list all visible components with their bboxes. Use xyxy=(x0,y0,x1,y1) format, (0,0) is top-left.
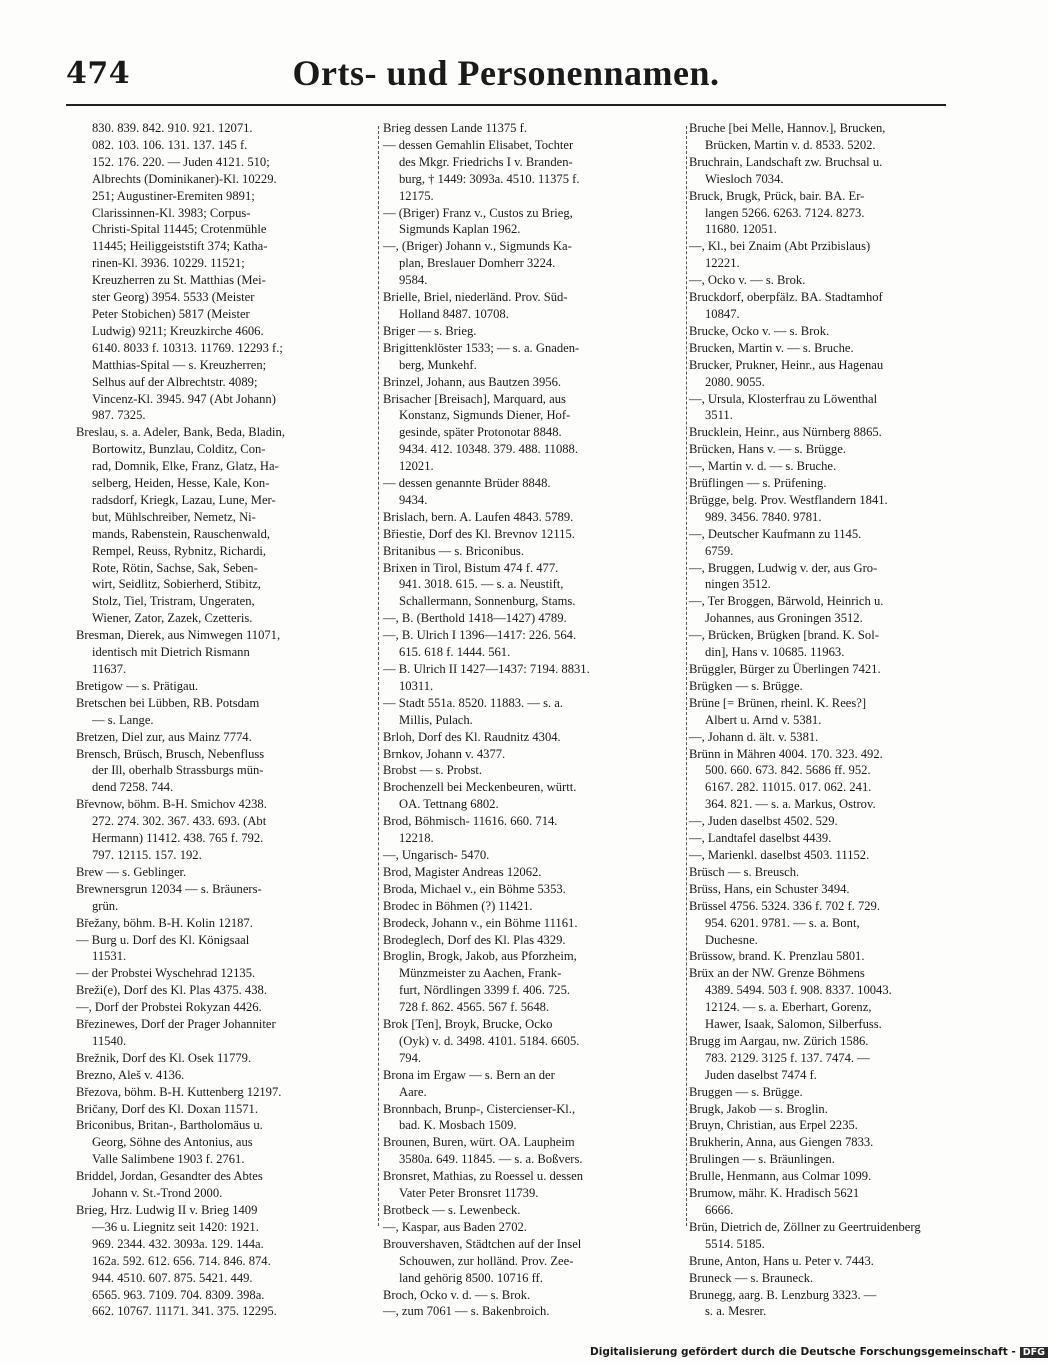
index-entry: Bruck, Brugk, Prück, bair. BA. Er- xyxy=(689,188,865,203)
index-entry: —, Ocko v. — s. Brok. xyxy=(689,273,806,288)
index-entry: Broda, Michael v., ein Böhme 5353. xyxy=(383,881,566,896)
index-entry-continuation: 944. 4510. 607. 875. 5421. 449. xyxy=(92,1270,253,1285)
index-entry: Briddel, Jordan, Gesandter des Abtes xyxy=(76,1169,263,1184)
index-entry-continuation: 272. 274. 302. 367. 433. 693. (Abt xyxy=(92,814,267,829)
index-entry-continuation: s. a. Mesrer. xyxy=(705,1304,767,1319)
index-entry: Breslau, s. a. Adeler, Bank, Beda, Bladin, xyxy=(76,425,285,440)
index-entry: Brouvershaven, Städtchen auf der Insel xyxy=(383,1236,582,1251)
index-entry: Bričany, Dorf des Kl. Doxan 11571. xyxy=(76,1101,258,1116)
index-entry: — Burg u. Dorf des Kl. Königsaal xyxy=(76,932,250,947)
index-entry: —, Kaspar, aus Baden 2702. xyxy=(383,1219,527,1234)
index-entry: Brünn in Mähren 4004. 170. 323. 492. xyxy=(689,746,883,761)
index-entry: Brumow, mähr. K. Hradisch 5621 xyxy=(689,1186,860,1201)
page-number: 474 xyxy=(66,56,131,91)
index-entry-continuation: 11540. xyxy=(92,1033,127,1048)
index-entry-continuation: rinen-Kl. 3936. 10229. 11521; xyxy=(92,256,245,271)
index-entry-continuation: (Oyk) v. d. 3498. 4101. 5184. 6605. xyxy=(399,1033,580,1048)
index-entry: Bruyn, Christian, aus Erpel 2235. xyxy=(689,1118,858,1133)
index-entry-continuation: 162a. 592. 612. 656. 714. 846. 874. xyxy=(92,1253,271,1268)
index-entry-continuation: Hermann) 11412. 438. 765 f. 792. xyxy=(92,831,264,846)
index-entry-continuation: 11531. xyxy=(92,949,127,964)
index-entry-continuation: 082. 103. 106. 131. 137. 145 f. xyxy=(92,137,248,152)
index-entry-continuation: Clarissinnen-Kl. 3983; Corpus- xyxy=(92,205,251,220)
index-column-1 xyxy=(76,120,376,1319)
footer-credit xyxy=(590,1346,1048,1358)
index-entry: Brucke, Ocko v. — s. Brok. xyxy=(689,323,830,338)
index-entry: Brinzel, Johann, aus Bautzen 3956. xyxy=(383,374,562,389)
index-entry: —, Bruggen, Ludwig v. der, aus Gro- xyxy=(689,560,878,575)
index-entry-continuation: Christi-Spital 11445; Crotenmühle xyxy=(92,222,267,237)
index-entry: Břevnow, böhm. B-H. Smichov 4238. xyxy=(76,797,267,812)
index-entry-continuation: 11637. xyxy=(92,662,127,676)
index-entry-continuation: 11445; Heiliggeiststift 374; Kathа- xyxy=(92,239,268,254)
index-entry-continuation: 3580a. 649. 11845. — s. a. Boßvers. xyxy=(399,1152,583,1167)
index-entry-continuation: din], Hans v. 10685. 11963. xyxy=(705,645,845,660)
index-entry-continuation: 783. 2129. 3125 f. 137. 7474. — xyxy=(705,1050,870,1065)
index-entry-continuation: Sigmunds Kaplan 1962. xyxy=(399,222,521,237)
index-entry-continuation: 989. 3456. 7840. 9781. xyxy=(705,509,822,524)
index-entry-continuation: radsdorf, Kriegk, Lazau, Lune, Mer- xyxy=(92,492,276,507)
index-entry: Břežany, böhm. B-H. Kolin 12187. xyxy=(76,915,253,930)
index-entry-continuation: 12221. xyxy=(705,256,740,271)
index-entry: Brün, Dietrich de, Zöllner zu Geertruidenberg xyxy=(689,1219,921,1234)
index-entry: Brensch, Brüsch, Brusch, Nebenfluss xyxy=(76,746,265,761)
index-entry-continuation: rad, Domnik, Elke, Franz, Glatz, Ha- xyxy=(92,459,279,474)
index-entry-continuation: 969. 2344. 432. 3093a. 129. 144a. xyxy=(92,1236,264,1251)
index-entry-continuation: Ludwig) 9211; Kreuzkirche 4606. xyxy=(92,323,264,338)
index-entry: —, B. Ulrich I 1396—1417: 226. 564. xyxy=(383,628,577,643)
index-entry-continuation: 11680. 12051. xyxy=(705,222,777,237)
index-entry: Brewnersgrun 12034 — s. Bräuners- xyxy=(76,881,262,896)
index-entry: —, Juden daselbst 4502. 529. xyxy=(689,814,838,829)
index-entry-continuation: Valle Salimbene 1903 f. 2761. xyxy=(92,1152,245,1167)
index-entry-continuation: Konstanz, Sigmunds Diener, Hof- xyxy=(399,408,571,423)
index-entry-continuation: 728 f. 862. 4565. 567 f. 5648. xyxy=(399,1000,550,1015)
header-rule xyxy=(66,104,946,106)
index-entry: Břiestie, Dorf des Kl. Brevnov 12115. xyxy=(383,526,575,541)
index-entry: Breži(e), Dorf des Kl. Plas 4375. 438. xyxy=(76,983,267,998)
index-entry: —, Deutscher Kaufmann zu 1145. xyxy=(689,526,862,541)
index-entry-continuation: 6140. 8033 f. 10313. 11769. 12293 f.; xyxy=(92,340,283,355)
index-entry: —, Kl., bei Znaim (Abt Przibislaus) xyxy=(689,239,871,254)
index-entry-continuation: 12218. xyxy=(399,831,434,846)
index-entry-continuation: 9434. xyxy=(399,492,428,507)
index-entry-continuation: 794. xyxy=(399,1050,422,1065)
index-entry-continuation: 152. 176. 220. — Juden 4121. 510; xyxy=(92,154,270,169)
index-entry-continuation: 364. 821. — s. a. Markus, Ostrov. xyxy=(705,797,876,812)
index-entry-continuation: 6167. 282. 11015. 017. 062. 241. xyxy=(705,780,872,795)
column-divider xyxy=(378,126,379,1226)
index-entry-continuation: Johann v. St.-Trond 2000. xyxy=(92,1186,223,1201)
index-entry: Bresman, Dierek, aus Nimwegen 11071, xyxy=(76,628,281,643)
index-entry-continuation: 6759. xyxy=(705,543,734,558)
index-entry: — Stadt 551a. 8520. 11883. — s. a. xyxy=(383,695,564,710)
index-entry-continuation: Georg, Söhne des Antonius, aus xyxy=(92,1135,253,1150)
index-entry: —, Marienkl. daselbst 4503. 11152. xyxy=(689,847,870,862)
index-entry: — dessen genannte Brüder 8848. xyxy=(383,476,551,491)
index-entry-continuation: ningen 3512. xyxy=(705,577,771,592)
index-entry: Broglin, Brogk, Jakob, aus Pforzheim, xyxy=(383,949,577,964)
index-entry-continuation: 9434. 412. 10348. 379. 488. 11088. xyxy=(399,442,578,457)
index-entry: Brodeck, Johann v., ein Böhme 11161. xyxy=(383,915,578,930)
index-entry-continuation: Rempel, Reuss, Rybnitz, Richardi, xyxy=(92,543,267,558)
index-entry: Brod, Böhmisch- 11616. 660. 714. xyxy=(383,814,558,829)
index-entry: Bruggen — s. Brügge. xyxy=(689,1084,803,1099)
index-columns xyxy=(76,120,976,1319)
index-entry: —, Ungarisch- 5470. xyxy=(383,847,490,862)
index-entry: Brüflingen — s. Prüfening. xyxy=(689,476,827,491)
index-entry-continuation: 662. 10767. 11171. 341. 375. 12295. xyxy=(92,1304,277,1319)
index-column-2 xyxy=(383,120,685,1319)
index-entry-continuation: Wiesloch 7034. xyxy=(705,171,784,186)
index-entry: Březova, böhm. B-H. Kuttenberg 12197. xyxy=(76,1084,282,1099)
index-entry-continuation: wirt, Seidlitz, Sobierherd, Stibitz, xyxy=(92,577,261,592)
index-entry: Brotbeck — s. Lewenbeck. xyxy=(383,1203,521,1217)
index-entry-continuation: Johannes, aus Groningen 3512. xyxy=(705,611,863,626)
column-divider xyxy=(686,126,687,1226)
index-entry: Bretigow — s. Prätigau. xyxy=(76,678,199,693)
index-entry-continuation: 954. 6201. 9781. — s. a. Bont, xyxy=(705,915,860,930)
index-entry-continuation: 10311. xyxy=(399,678,434,693)
index-entry: Brobst — s. Probst. xyxy=(383,763,483,778)
index-entry: Brezno, Aleš v. 4136. xyxy=(76,1067,185,1082)
page-header xyxy=(66,52,946,98)
index-entry-continuation: Brücken, Martin v. d. 8533. 5202. xyxy=(705,137,876,152)
index-entry-continuation: 9584. xyxy=(399,273,428,288)
index-entry: Bruche [bei Melle, Hannov.], Brucken, xyxy=(689,121,886,135)
index-entry-continuation: Vincenz-Kl. 3945. 947 (Abt Johann) xyxy=(92,391,276,406)
index-entry-continuation: 941. 3018. 615. — s. a. Neustift, xyxy=(399,577,564,592)
index-entry: Bruckdorf, oberpfälz. BA. Stadtamhof xyxy=(689,290,883,305)
index-entry: Brodec in Böhmen (?) 11421. xyxy=(383,898,533,913)
index-entry-continuation: Bortowitz, Bunzlau, Colditz, Con- xyxy=(92,442,266,457)
index-entry-continuation: 5514. 5185. xyxy=(705,1236,765,1251)
index-entry: Brislach, bern. A. Laufen 4843. 5789. xyxy=(383,509,574,524)
index-entry-continuation: ster Georg) 3954. 5533 (Meister xyxy=(92,290,255,305)
index-entry: Brieg, Hrz. Ludwig II v. Brieg 1409 xyxy=(76,1203,258,1217)
index-entry-continuation: burg, † 1449: 3093a. 4510. 11375 f. xyxy=(399,171,580,186)
index-entry: Bruchrain, Landschaft zw. Bruchsal u. xyxy=(689,154,883,169)
index-entry-continuation: Hawer, Isaak, Salomon, Silberfuss. xyxy=(705,1017,882,1032)
index-entry-continuation: Selhus auf der Albrechtstr. 4089; xyxy=(92,374,258,389)
index-entry-continuation: 12175. xyxy=(399,188,434,203)
index-entry-continuation: Kreuzherren zu St. Matthias (Mei- xyxy=(92,273,266,288)
index-entry: Brügge, belg. Prov. Westflandern 1841. xyxy=(689,492,888,507)
index-entry: —, Ter Broggen, Bärwold, Heinrich u. xyxy=(689,594,884,609)
index-entry-continuation: der Ill, oberhalb Strassburgs mün- xyxy=(92,763,264,778)
index-entry-continuation: Juden daselbst 7474 f. xyxy=(705,1067,817,1082)
index-entry: Brune, Anton, Hans u. Peter v. 7443. xyxy=(689,1253,874,1268)
index-entry-continuation: 830. 839. 842. 910. 921. 12071. xyxy=(92,121,253,135)
index-entry: — dessen Gemahlin Elisabet, Tochter xyxy=(383,137,574,152)
index-entry-continuation: berg, Munkehf. xyxy=(399,357,477,372)
index-entry-continuation: dend 7258. 744. xyxy=(92,780,174,795)
index-entry-continuation: Matthias-Spital — s. Kreuzherren; xyxy=(92,357,267,372)
index-entry-continuation: Münzmeister zu Aachen, Frank- xyxy=(399,966,562,981)
index-entry-continuation: Schallermann, Sonnenburg, Stams. xyxy=(399,594,576,609)
index-entry-continuation: Aare. xyxy=(399,1084,427,1099)
index-entry: — der Probstei Wyschehrad 12135. xyxy=(76,966,256,981)
index-entry-continuation: 12124. — s. a. Eberhart, Gorenz, xyxy=(705,1000,872,1015)
index-entry: Brugg im Aargau, nw. Zürich 1586. xyxy=(689,1033,869,1048)
index-entry-continuation: 12021. xyxy=(399,459,434,474)
index-entry-continuation: des Mkgr. Friedrichs I v. Branden- xyxy=(399,154,573,169)
index-entry: Brucklein, Heinr., aus Nürnberg 8865. xyxy=(689,425,882,440)
index-entry-continuation: plan, Breslauer Domherr 3224. xyxy=(399,256,556,271)
index-entry-continuation: 251; Augustiner-Eremiten 9891; xyxy=(92,188,255,203)
index-entry-continuation: Albert u. Arnd v. 5381. xyxy=(705,712,822,727)
index-entry: Brüggler, Bürger zu Überlingen 7421. xyxy=(689,662,881,676)
index-entry-continuation: —36 u. Liegnitz seit 1420: 1921. xyxy=(92,1219,259,1234)
index-entry: Brochenzell bei Meckenbeuren, württ. xyxy=(383,780,577,795)
index-entry-continuation: 3511. xyxy=(705,408,733,423)
index-entry-continuation: selberg, Heiden, Hesse, Kale, Kon- xyxy=(92,476,270,491)
index-entry: —, Johann d. ält. v. 5381. xyxy=(689,729,819,744)
index-entry: Brüssow, brand. K. Prenzlau 5801. xyxy=(689,949,865,964)
index-entry-continuation: gesinde, später Protonotar 8848. xyxy=(399,425,562,440)
index-entry-continuation: Millis, Pulach. xyxy=(399,712,473,727)
index-entry: Brüne [= Brünen, rheinl. K. Rees?] xyxy=(689,695,867,710)
index-entry: —, Brücken, Brügken [brand. K. Sol- xyxy=(689,628,879,643)
index-entry: Brieg dessen Lande 11375 f. xyxy=(383,121,527,135)
index-entry: Brukherin, Anna, aus Giengen 7833. xyxy=(689,1135,874,1150)
index-entry-continuation: bad. K. Mosbach 1509. xyxy=(399,1118,517,1133)
index-entry-continuation: Wiener, Zator, Zazek, Czetteris. xyxy=(92,611,253,626)
index-entry-continuation: OA. Tettnang 6802. xyxy=(399,797,499,812)
index-entry: Brigittenklöster 1533; — s. a. Gnaden- xyxy=(383,340,580,355)
index-entry: Brodeglech, Dorf des Kl. Plas 4329. xyxy=(383,932,566,947)
index-entry: Bruneck — s. Brauneck. xyxy=(689,1270,814,1285)
index-entry: Brixen in Tirol, Bistum 474 f. 477. xyxy=(383,560,559,575)
index-entry-continuation: Peter Stobichen) 5817 (Meister xyxy=(92,306,250,321)
index-entry: Brona im Ergaw — s. Bern an der xyxy=(383,1067,555,1082)
index-entry-continuation: 2080. 9055. xyxy=(705,374,765,389)
index-entry: Britanibus — s. Briconibus. xyxy=(383,543,524,558)
index-entry-continuation: 987. 7325. xyxy=(92,408,146,423)
footer-text: Digitalisierung gefördert durch die Deutsche Forschungsgemeinschaft - xyxy=(590,1346,1016,1358)
index-entry: Brunegg, aarg. B. Lenzburg 3323. — xyxy=(689,1287,877,1302)
index-entry-continuation: langen 5266. 6263. 7124. 8273. xyxy=(705,205,865,220)
index-entry: Brew — s. Geblinger. xyxy=(76,864,187,879)
index-entry: Bretzen, Diel zur, aus Mainz 7774. xyxy=(76,729,252,744)
index-entry: — (Briger) Franz v., Custos zu Brieg, xyxy=(383,205,573,220)
index-entry: Broch, Ocko v. d. — s. Brok. xyxy=(383,1287,531,1302)
index-entry-continuation: Schouwen, zur holländ. Prov. Zee- xyxy=(399,1253,574,1268)
index-entry: Brugk, Jakob — s. Broglin. xyxy=(689,1101,828,1116)
index-entry: Brüssel 4756. 5324. 336 f. 702 f. 729. xyxy=(689,898,880,913)
index-entry: Brüsch — s. Breusch. xyxy=(689,864,800,879)
index-entry: Brnkov, Johann v. 4377. xyxy=(383,746,506,761)
index-entry: Brod, Magister Andreas 12062. xyxy=(383,864,542,879)
index-entry-continuation: Stolz, Tiel, Tristram, Ungeraten, xyxy=(92,594,255,609)
index-entry-continuation: 6666. xyxy=(705,1203,734,1217)
index-entry: Bretschen bei Lübben, RB. Potsdam xyxy=(76,695,260,710)
index-entry: Briger — s. Brieg. xyxy=(383,323,477,338)
index-entry: —, Dorf der Probstei Rokyzan 4426. xyxy=(76,1000,262,1015)
index-entry: —, B. (Berthold 1418—1427) 4789. xyxy=(383,611,567,626)
index-entry: —, Martin v. d. — s. Bruche. xyxy=(689,459,837,474)
index-entry: Bronsret, Mathias, zu Roessel u. dessen xyxy=(383,1169,584,1184)
index-entry: Brulingen — s. Bräunlingen. xyxy=(689,1152,835,1167)
index-entry: Brüss, Hans, ein Schuster 3494. xyxy=(689,881,850,896)
index-entry-continuation: mands, Rabenstein, Rauschenwald, xyxy=(92,526,271,541)
index-entry-continuation: Vater Peter Bronsret 11739. xyxy=(399,1186,539,1201)
index-entry-continuation: but, Mühlschreiber, Nemetz, Ni- xyxy=(92,509,256,524)
index-entry: Brielle, Briel, niederländ. Prov. Süd- xyxy=(383,290,568,305)
index-entry-continuation: Albrechts (Dominikaner)-Kl. 10229. xyxy=(92,171,277,186)
index-entry-continuation: identisch mit Dietrich Rismann xyxy=(92,645,250,660)
index-entry: Brežnik, Dorf des Kl. Osek 11779. xyxy=(76,1050,252,1065)
index-entry: Brügken — s. Brügge. xyxy=(689,678,803,693)
index-entry: Brüx an der NW. Grenze Böhmens xyxy=(689,966,865,981)
index-entry: Březinewes, Dorf der Prager Johanniter xyxy=(76,1017,276,1032)
page-title: Orts- und Personennamen. xyxy=(292,53,720,93)
dfg-logo: DFG xyxy=(1020,1347,1048,1358)
index-entry: Briconibus, Britan-, Bartholomäus u. xyxy=(76,1118,263,1133)
index-entry-continuation: 615. 618 f. 1444. 561. xyxy=(399,645,511,660)
index-entry: Brücken, Hans v. — s. Brügge. xyxy=(689,442,846,457)
index-entry: Brisacher [Breisach], Marquard, aus xyxy=(383,391,566,406)
index-entry: —, Ursula, Klosterfrau zu Löwenthal xyxy=(689,391,878,406)
index-entry: Brucken, Martin v. — s. Bruche. xyxy=(689,340,854,355)
index-entry-continuation: 500. 660. 673. 842. 5686 ff. 952. xyxy=(705,763,871,778)
index-entry-continuation: Duchesne. xyxy=(705,932,758,947)
index-entry: Bronnbach, Brunp-, Cistercienser-Kl., xyxy=(383,1101,576,1116)
index-entry: —, zum 7061 — s. Bakenbroich. xyxy=(383,1304,550,1319)
index-entry-continuation: 10847. xyxy=(705,306,740,321)
index-entry: Brounen, Buren, würt. OA. Laupheim xyxy=(383,1135,575,1150)
index-entry-continuation: Rote, Rötin, Sachse, Sak, Seben- xyxy=(92,560,258,575)
index-entry-continuation: — s. Lange. xyxy=(92,712,154,727)
index-column-3 xyxy=(689,120,976,1319)
index-entry: Brucker, Prukner, Heinr., aus Hagenau xyxy=(689,357,884,372)
index-entry: Brloh, Dorf des Kl. Raudnitz 4304. xyxy=(383,729,561,744)
index-entry-continuation: Holland 8487. 10708. xyxy=(399,306,509,321)
index-entry-continuation: land gehörig 8500. 10716 ff. xyxy=(399,1270,543,1285)
index-entry-continuation: 797. 12115. 157. 192. xyxy=(92,847,202,862)
index-entry: —, Landtafel daselbst 4439. xyxy=(689,831,832,846)
index-entry: Brok [Ten], Broyk, Brucke, Ocko xyxy=(383,1017,553,1032)
index-entry: — B. Ulrich II 1427—1437: 7194. 8831. xyxy=(383,662,590,676)
index-entry-continuation: grün. xyxy=(92,898,119,913)
index-entry-continuation: 6565. 963. 7109. 704. 8309. 398a. xyxy=(92,1287,265,1302)
index-entry: —, (Briger) Johann v., Sigmunds Ka- xyxy=(383,239,572,254)
index-entry-continuation: 4389. 5494. 503 f. 908. 8337. 10043. xyxy=(705,983,892,998)
index-entry: Brulle, Henmann, aus Colmar 1099. xyxy=(689,1169,872,1184)
index-entry-continuation: furt, Nördlingen 3399 f. 406. 725. xyxy=(399,983,571,998)
